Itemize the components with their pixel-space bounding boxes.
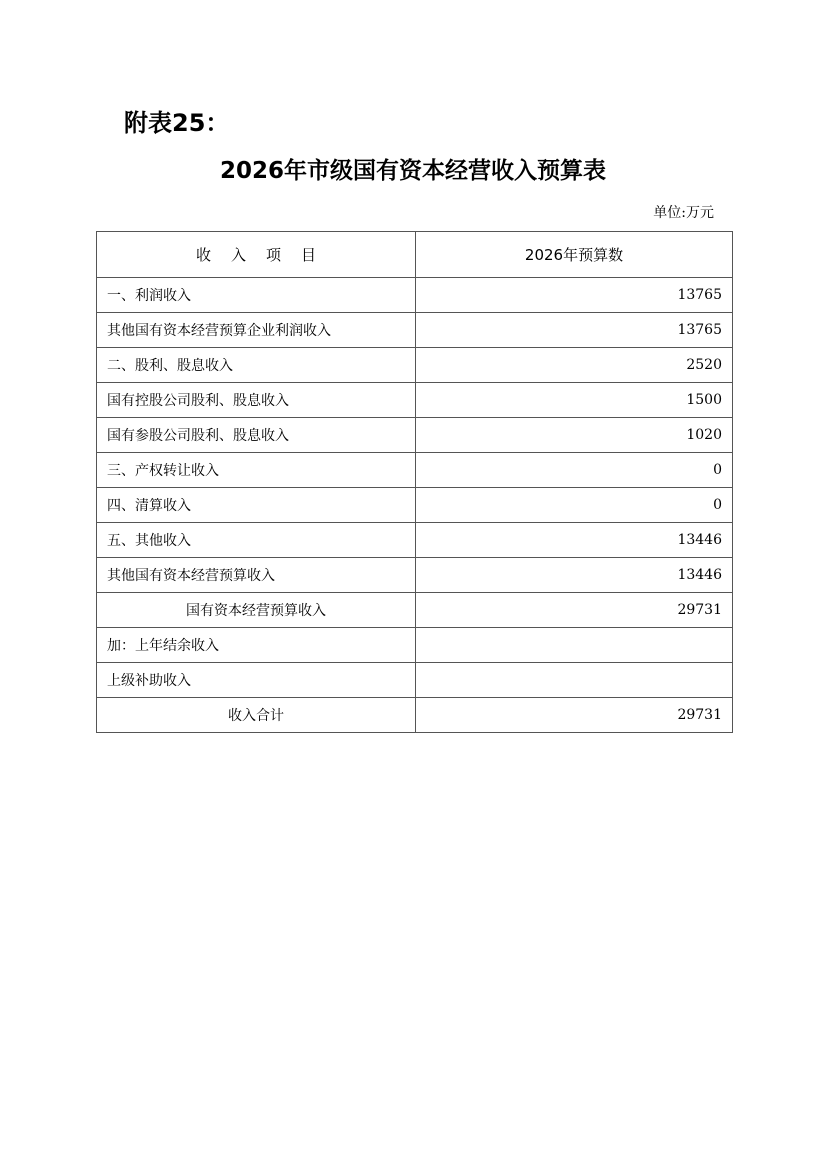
document-title: 2026年市级国有资本经营收入预算表 bbox=[219, 158, 606, 184]
total-row bbox=[97, 698, 733, 733]
attachment-label: 附表25： bbox=[124, 109, 230, 137]
table-row bbox=[97, 348, 733, 383]
table-header-row bbox=[97, 232, 733, 278]
budget-table bbox=[96, 231, 733, 733]
row-value: 2520 bbox=[416, 348, 733, 383]
row-label: 三、产权转让收入 bbox=[97, 453, 416, 488]
row-value: 13765 bbox=[416, 313, 733, 348]
row-label: 国有资本经营预算收入 bbox=[97, 593, 416, 628]
unit-label: 单位:万元 bbox=[653, 205, 714, 221]
row-value: 0 bbox=[416, 488, 733, 523]
row-value: 13446 bbox=[416, 523, 733, 558]
row-value: 1020 bbox=[416, 418, 733, 453]
table-row bbox=[97, 523, 733, 558]
row-label: 四、清算收入 bbox=[97, 488, 416, 523]
row-label: 二、股利、股息收入 bbox=[97, 348, 416, 383]
row-value: 0 bbox=[416, 453, 733, 488]
table-row bbox=[97, 558, 733, 593]
row-label: 五、其他收入 bbox=[97, 523, 416, 558]
row-label: 一、利润收入 bbox=[97, 278, 416, 313]
table-row bbox=[97, 418, 733, 453]
row-value: 29731 bbox=[416, 698, 733, 733]
row-value: 13446 bbox=[416, 558, 733, 593]
header-amount: 2026年预算数 bbox=[416, 232, 733, 278]
row-label: 收入合计 bbox=[97, 698, 416, 733]
table-row bbox=[97, 278, 733, 313]
row-label: 国有控股公司股利、股息收入 bbox=[97, 383, 416, 418]
row-value bbox=[416, 628, 733, 663]
row-label: 国有参股公司股利、股息收入 bbox=[97, 418, 416, 453]
header-item: 收入项目 bbox=[97, 232, 416, 278]
table-row bbox=[97, 663, 733, 698]
row-value: 1500 bbox=[416, 383, 733, 418]
table-row bbox=[97, 313, 733, 348]
row-label: 其他国有资本经营预算企业利润收入 bbox=[97, 313, 416, 348]
row-label: 加：上年结余收入 bbox=[97, 628, 416, 663]
row-value: 13765 bbox=[416, 278, 733, 313]
row-label: 上级补助收入 bbox=[97, 663, 416, 698]
table-row bbox=[97, 453, 733, 488]
table-row bbox=[97, 488, 733, 523]
row-value bbox=[416, 663, 733, 698]
subtotal-row bbox=[97, 593, 733, 628]
row-label: 其他国有资本经营预算收入 bbox=[97, 558, 416, 593]
table-row bbox=[97, 383, 733, 418]
table-row bbox=[97, 628, 733, 663]
row-value: 29731 bbox=[416, 593, 733, 628]
